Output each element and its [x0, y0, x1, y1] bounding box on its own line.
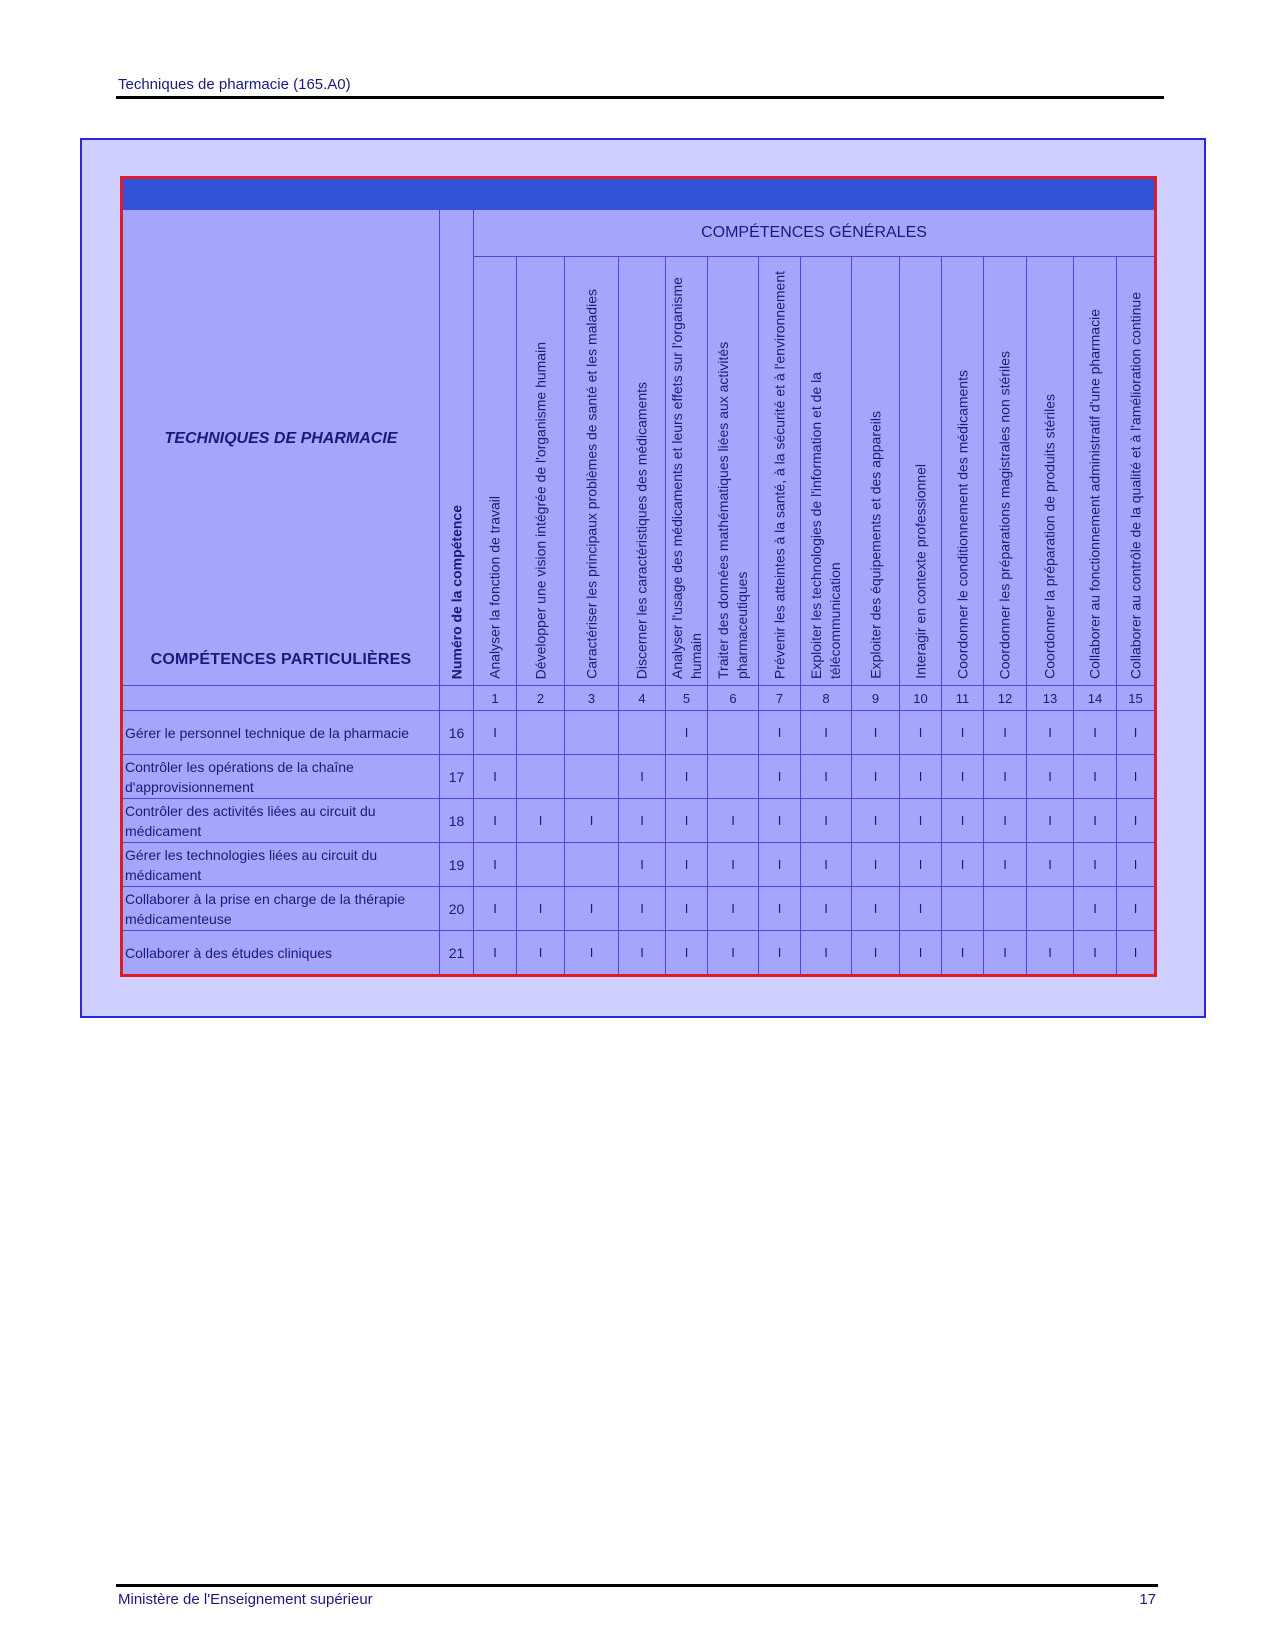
matrix-cell: I	[1117, 931, 1156, 976]
matrix-cell: I	[759, 799, 801, 843]
general-competency-label: Caractériser les principaux problèmes de santé et les maladies	[583, 289, 599, 679]
general-competency-number: 11	[942, 686, 984, 711]
matrix-cell: I	[852, 711, 900, 755]
matrix-cell	[517, 711, 565, 755]
general-competency-number: 1	[474, 686, 517, 711]
table-row	[122, 755, 1156, 799]
matrix-cell: I	[1117, 711, 1156, 755]
general-competency-number: 3	[565, 686, 619, 711]
matrix-cell: I	[852, 887, 900, 931]
matrix-cell	[708, 755, 759, 799]
general-competency-number: 8	[801, 686, 852, 711]
matrix-cell: I	[984, 799, 1027, 843]
particular-competency-label: Gérer les technologies liées au circuit du médicament	[122, 843, 440, 887]
general-competency-label: Exploiter les technologies de l'information et de la télécommunication	[808, 372, 843, 679]
general-competency-12	[984, 257, 1027, 686]
matrix-cell: I	[1074, 755, 1117, 799]
matrix-cell	[565, 755, 619, 799]
matrix-cell: I	[708, 799, 759, 843]
matrix-cell: I	[517, 799, 565, 843]
matrix-cell: I	[942, 799, 984, 843]
matrix-cell: I	[852, 931, 900, 976]
matrix-cell: I	[801, 931, 852, 976]
matrix-cell: I	[517, 931, 565, 976]
general-competency-number: 6	[708, 686, 759, 711]
matrix-cell: I	[474, 711, 517, 755]
matrix-banner	[122, 178, 1156, 210]
footer-divider	[116, 1584, 1158, 1587]
matrix-cell: I	[801, 755, 852, 799]
general-competency-label: Collaborer au contrôle de la qualité et à l'amélioration continue	[1127, 291, 1143, 679]
matrix-cell: I	[666, 843, 708, 887]
general-competency-number: 7	[759, 686, 801, 711]
matrix-cell: I	[474, 931, 517, 976]
particular-competency-label: Collaborer à des études cliniques	[122, 931, 440, 976]
matrix-cell: I	[801, 843, 852, 887]
matrix-cell: I	[1027, 931, 1074, 976]
general-competency-7	[759, 257, 801, 686]
matrix-program-title: TECHNIQUES DE PHARMACIE	[164, 430, 398, 447]
matrix-cell	[1027, 887, 1074, 931]
general-competency-14	[1074, 257, 1117, 686]
general-competency-11	[942, 257, 984, 686]
matrix-cell: I	[984, 755, 1027, 799]
number-row-label-cell	[122, 686, 440, 711]
general-competency-number: 4	[619, 686, 666, 711]
general-competency-label: Prévenir les atteintes à la santé, à la sécurité et à l'environnement	[771, 270, 787, 679]
particular-competency-number: 19	[440, 843, 474, 887]
matrix-cell: I	[1117, 799, 1156, 843]
matrix-cell: I	[666, 755, 708, 799]
general-competency-number: 5	[666, 686, 708, 711]
particular-competency-label: Collaborer à la prise en charge de la thérapie médicamenteuse	[122, 887, 440, 931]
competency-number-header-label: Numéro de la compétence	[448, 504, 464, 679]
matrix-cell: I	[619, 931, 666, 976]
footer-page-number: 17	[1139, 1591, 1156, 1608]
matrix-cell: I	[1074, 799, 1117, 843]
matrix-cell: I	[801, 711, 852, 755]
matrix-cell: I	[801, 799, 852, 843]
matrix-cell: I	[759, 887, 801, 931]
general-competency-label: Coordonner les préparations magistrales non stériles	[996, 350, 1013, 679]
matrix-cell: I	[1117, 887, 1156, 931]
general-competency-8	[801, 257, 852, 686]
matrix-cell: I	[900, 887, 942, 931]
matrix-cell: I	[759, 755, 801, 799]
matrix-cell: I	[1074, 887, 1117, 931]
matrix-cell: I	[474, 755, 517, 799]
general-competency-9	[852, 257, 900, 686]
matrix-cell	[942, 887, 984, 931]
general-competency-label: Exploiter des équipements et des appareils	[867, 411, 883, 679]
number-row-index-cell	[440, 686, 474, 711]
matrix-cell: I	[1027, 755, 1074, 799]
table-row	[122, 711, 1156, 755]
general-competency-13	[1027, 257, 1074, 686]
table-row	[122, 887, 1156, 931]
matrix-cell: I	[565, 931, 619, 976]
matrix-cell: I	[619, 887, 666, 931]
matrix-cell: I	[708, 931, 759, 976]
matrix-cell: I	[565, 799, 619, 843]
particular-competency-label: Contrôler les opérations de la chaîne d'approvisionnement	[122, 755, 440, 799]
matrix-cell	[565, 711, 619, 755]
matrix-cell	[565, 843, 619, 887]
general-competency-label: Développer une vision intégrée de l'organisme humain	[532, 341, 548, 679]
general-competency-2	[517, 257, 565, 686]
particular-competency-number: 21	[440, 931, 474, 976]
matrix-cell: I	[852, 799, 900, 843]
matrix-cell	[708, 711, 759, 755]
matrix-cell	[619, 711, 666, 755]
general-competency-15	[1117, 257, 1156, 686]
general-competency-label: Collaborer au fonctionnement administratif d'une pharmacie	[1086, 309, 1103, 679]
matrix-cell: I	[984, 931, 1027, 976]
general-competency-label: Discerner les caractéristiques des médicaments	[633, 381, 650, 679]
matrix-cell: I	[759, 931, 801, 976]
general-competency-number: 12	[984, 686, 1027, 711]
matrix-cell: I	[942, 931, 984, 976]
particular-competency-label: Contrôler des activités liées au circuit du médicament	[122, 799, 440, 843]
matrix-cell: I	[852, 843, 900, 887]
matrix-cell: I	[759, 843, 801, 887]
general-competency-number: 14	[1074, 686, 1117, 711]
particular-competency-number: 17	[440, 755, 474, 799]
competency-number-header	[440, 210, 474, 686]
matrix-cell: I	[666, 799, 708, 843]
matrix-cell: I	[759, 711, 801, 755]
particular-competency-number: 18	[440, 799, 474, 843]
matrix-cell: I	[942, 711, 984, 755]
matrix-cell: I	[900, 755, 942, 799]
general-competency-label: Coordonner le conditionnement des médicaments	[954, 370, 970, 679]
matrix-cell: I	[801, 887, 852, 931]
matrix-cell: I	[942, 843, 984, 887]
general-competency-label: Analyser la fonction de travail	[486, 496, 503, 679]
matrix-cell: I	[1074, 711, 1117, 755]
matrix-cell	[517, 843, 565, 887]
matrix-cell: I	[1117, 843, 1156, 887]
general-competency-5	[666, 257, 708, 686]
matrix-cell: I	[474, 799, 517, 843]
matrix-cell: I	[852, 755, 900, 799]
matrix-cell: I	[900, 711, 942, 755]
particular-competency-label: Gérer le personnel technique de la pharmacie	[122, 711, 440, 755]
matrix-cell	[984, 887, 1027, 931]
matrix-cell: I	[666, 887, 708, 931]
matrix-cell: I	[666, 931, 708, 976]
competency-matrix	[120, 176, 1157, 977]
matrix-cell: I	[984, 711, 1027, 755]
general-competency-number: 15	[1117, 686, 1156, 711]
matrix-cell: I	[942, 755, 984, 799]
table-row	[122, 843, 1156, 887]
general-competencies-title: COMPÉTENCES GÉNÉRALES	[474, 210, 1156, 257]
general-competency-10	[900, 257, 942, 686]
matrix-cell: I	[1027, 711, 1074, 755]
matrix-cell: I	[619, 843, 666, 887]
particular-competencies-title: COMPÉTENCES PARTICULIÈRES	[150, 651, 412, 668]
matrix-cell: I	[900, 843, 942, 887]
matrix-cell: I	[474, 843, 517, 887]
matrix-cell: I	[1027, 843, 1074, 887]
general-competency-number: 9	[852, 686, 900, 711]
matrix-cell: I	[1027, 799, 1074, 843]
matrix-cell: I	[708, 843, 759, 887]
matrix-cell: I	[619, 755, 666, 799]
general-competency-number: 10	[900, 686, 942, 711]
matrix-cell: I	[984, 843, 1027, 887]
matrix-cell: I	[565, 887, 619, 931]
matrix-cell: I	[900, 799, 942, 843]
general-competency-number: 13	[1027, 686, 1074, 711]
matrix-cell: I	[666, 711, 708, 755]
matrix-cell: I	[900, 931, 942, 976]
particular-competency-number: 16	[440, 711, 474, 755]
table-row	[122, 931, 1156, 976]
footer-ministry: Ministère de l'Enseignement supérieur	[118, 1591, 373, 1608]
matrix-cell: I	[708, 887, 759, 931]
general-competency-label: Traiter des données mathématiques liées aux activités pharmaceutiques	[715, 341, 750, 679]
matrix-cell: I	[474, 887, 517, 931]
matrix-corner	[122, 210, 440, 686]
matrix-cell: I	[1117, 755, 1156, 799]
matrix-cell: I	[1074, 931, 1117, 976]
matrix-cell	[517, 755, 565, 799]
general-competency-1	[474, 257, 517, 686]
general-competency-label: Analyser l'usage des médicaments et leurs effets sur l'organisme humain	[668, 277, 704, 679]
general-competency-label: Coordonner la préparation de produits stériles	[1041, 394, 1058, 679]
matrix-cell: I	[1074, 843, 1117, 887]
general-competency-number: 2	[517, 686, 565, 711]
general-competency-6	[708, 257, 759, 686]
general-competency-4	[619, 257, 666, 686]
page-header-title: Techniques de pharmacie (165.A0)	[118, 76, 351, 93]
header-divider	[116, 96, 1164, 99]
matrix-cell: I	[619, 799, 666, 843]
table-row	[122, 799, 1156, 843]
general-competency-label: Interagir en contexte professionnel	[912, 464, 928, 679]
matrix-cell: I	[517, 887, 565, 931]
general-competency-3	[565, 257, 619, 686]
particular-competency-number: 20	[440, 887, 474, 931]
